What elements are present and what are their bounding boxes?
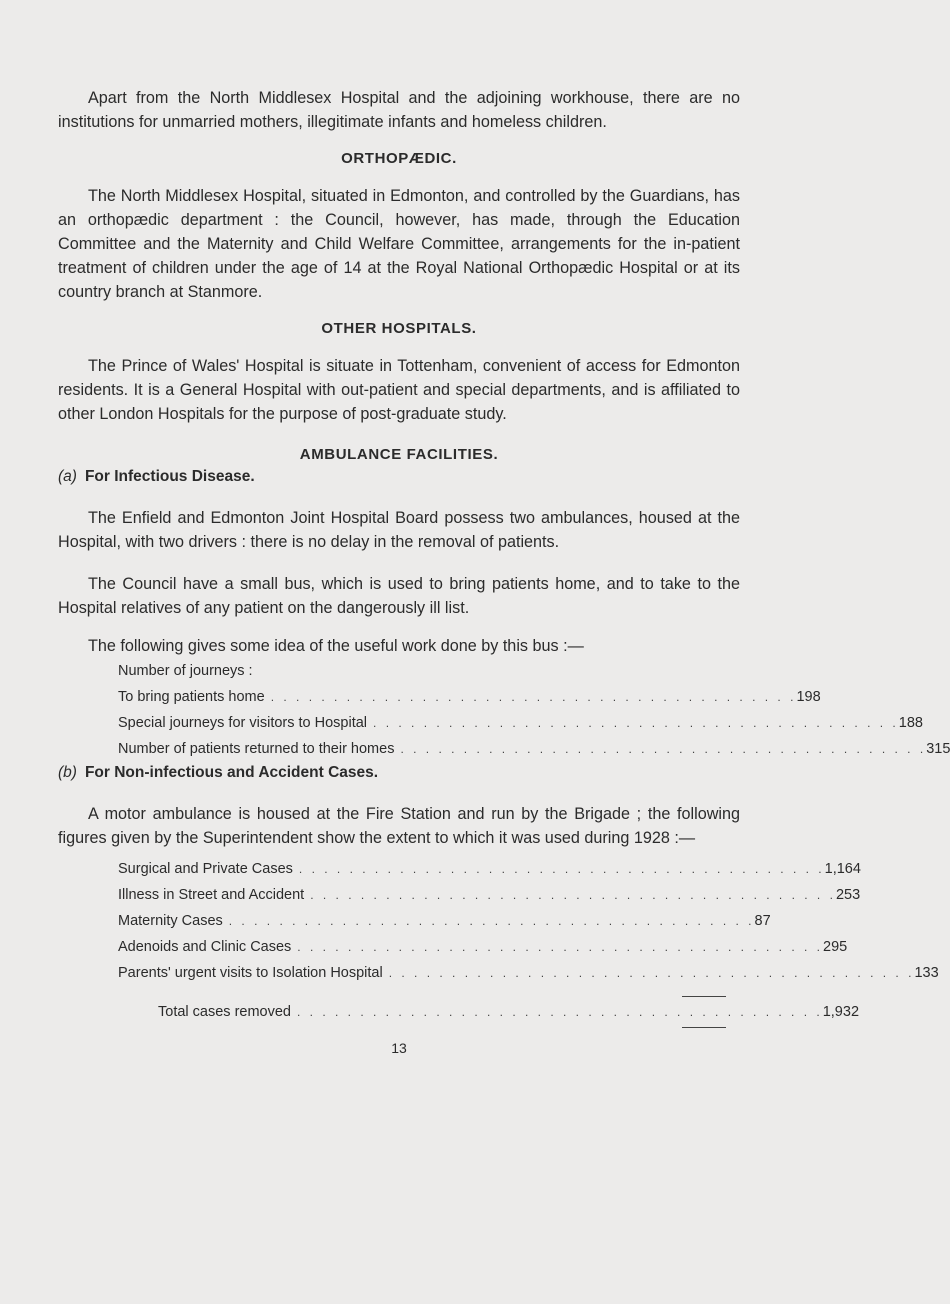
- table-row: [118, 856, 861, 882]
- other-hospitals-heading: OTHER HOSPITALS.: [321, 320, 477, 337]
- total-value: 1,932: [822, 1004, 860, 1020]
- ambulance-heading: AMBULANCE FACILITIES.: [299, 446, 499, 463]
- leader-dots: . . . . . . . . . . . . . . . . . . . . . . . . . . . . . . . . . . . . . . . . . .: [296, 1005, 823, 1019]
- row-label: Number of patients returned to their homes: [118, 741, 395, 757]
- leader-dots: . . . . . . . . . . . . . . . . . . . . . . . . . . . . . . . . . . . . . . . . . .: [270, 690, 797, 704]
- leader-dots: . . . . . . . . . . . . . . . . . . . . . . . . . . . . . . . . . . . . . . . . . .: [388, 966, 915, 980]
- leader-dots: . . . . . . . . . . . . . . . . . . . . . . . . . . . . . . . . . . . . . . . . . .: [373, 716, 899, 730]
- infectious-subheading: [58, 466, 740, 488]
- orthopaedic-heading: ORTHOPÆDIC.: [341, 150, 457, 167]
- table-row: [118, 684, 821, 710]
- table-row: [118, 710, 923, 736]
- non-infectious-subheading-label: (b): [58, 764, 77, 781]
- cases-table: [118, 856, 939, 1028]
- leader-dots: . . . . . . . . . . . . . . . . . . . . . . . . . . . . . . . . . . . . . . . . . .: [298, 862, 825, 876]
- row-value: 188: [898, 715, 923, 731]
- infectious-paragraph-1: The Enfield and Edmonton Joint Hospital Board possess two ambulances, housed at the Hospital, with two drivers : there is no delay in the removal of patients.: [58, 509, 740, 551]
- table-row: [118, 934, 848, 960]
- leader-dots: . . . . . . . . . . . . . . . . . . . . . . . . . . . . . . . . . . . . . . . . . .: [310, 888, 836, 902]
- leader-dots: . . . . . . . . . . . . . . . . . . . . . . . . . . . . . . . . . . . . . . . . . .: [297, 940, 824, 954]
- row-value: 315: [926, 741, 950, 757]
- intro-paragraph: Apart from the North Middlesex Hospital and the adjoining workhouse, there are no institutions for unmarried mothers, illegitimate infants and homeless children.: [58, 89, 740, 131]
- table-row: [118, 960, 939, 986]
- row-label: Adenoids and Clinic Cases: [118, 939, 292, 955]
- non-infectious-subheading: [58, 762, 740, 784]
- leader-dots: . . . . . . . . . . . . . . . . . . . . . . . . . . . . . . . . . . . . . . . . . .: [228, 914, 755, 928]
- row-value: 133: [914, 965, 939, 981]
- row-value: 253: [835, 887, 861, 903]
- infectious-paragraph-2: The Council have a small bus, which is used to bring patients home, and to take to the Hospital relatives of any patient on the dangerously ill list.: [58, 575, 740, 617]
- row-value: 87: [754, 913, 771, 929]
- row-label: Maternity Cases: [118, 913, 223, 929]
- sum-rule: [682, 996, 726, 997]
- other-hospitals-paragraph: The Prince of Wales' Hospital is situate in Tottenham, convenient of access for Edmonton residents. It is a General Hospital with out-patient and special departments, and is affiliated to other London Hospitals for the purpose of post-graduate study.: [58, 357, 740, 423]
- table-row: [118, 736, 950, 762]
- table-row: [118, 882, 861, 908]
- table-row: [118, 908, 771, 934]
- non-infectious-paragraph: A motor ambulance is housed at the Fire Station and run by the Brigade ; the following figures given by the Superintendent show the extent to which it was used during 1928 :—: [58, 805, 740, 847]
- row-label: Illness in Street and Accident: [118, 887, 305, 903]
- journeys-caption: Number of journeys :: [118, 663, 253, 679]
- page-number: 13: [391, 1040, 407, 1056]
- total-underline: [682, 1027, 726, 1028]
- row-label: Surgical and Private Cases: [118, 861, 293, 877]
- journeys-table: [118, 684, 950, 762]
- leader-dots: . . . . . . . . . . . . . . . . . . . . . . . . . . . . . . . . . . . . . . . . . .: [400, 742, 927, 756]
- total-row: [118, 999, 860, 1025]
- orthopaedic-paragraph: The North Middlesex Hospital, situated in Edmonton, and controlled by the Guardians, has an orthopædic department : the Council, however, has made, through the Education Committee and the Maternity and Child Welfare Committee, arrangements for the in-patient treatment of children under the age of 14 at the Royal National Orthopædic Hospital or at its country branch at Stanmore.: [58, 187, 740, 301]
- row-value: 1,164: [824, 861, 861, 877]
- row-value: 295: [823, 939, 848, 955]
- infectious-subheading-title: For Infectious Disease.: [84, 468, 255, 485]
- row-label: To bring patients home: [118, 689, 265, 705]
- non-infectious-subheading-title: For Non-infectious and Accident Cases.: [84, 764, 379, 781]
- row-label: Special journeys for visitors to Hospital: [118, 715, 368, 731]
- row-label: Parents' urgent visits to Isolation Hospital: [118, 965, 383, 981]
- row-value: 198: [796, 689, 821, 705]
- infectious-paragraph-3: The following gives some idea of the useful work done by this bus :—: [88, 637, 584, 655]
- total-label: Total cases removed: [158, 1004, 291, 1020]
- infectious-subheading-label: (a): [58, 468, 77, 485]
